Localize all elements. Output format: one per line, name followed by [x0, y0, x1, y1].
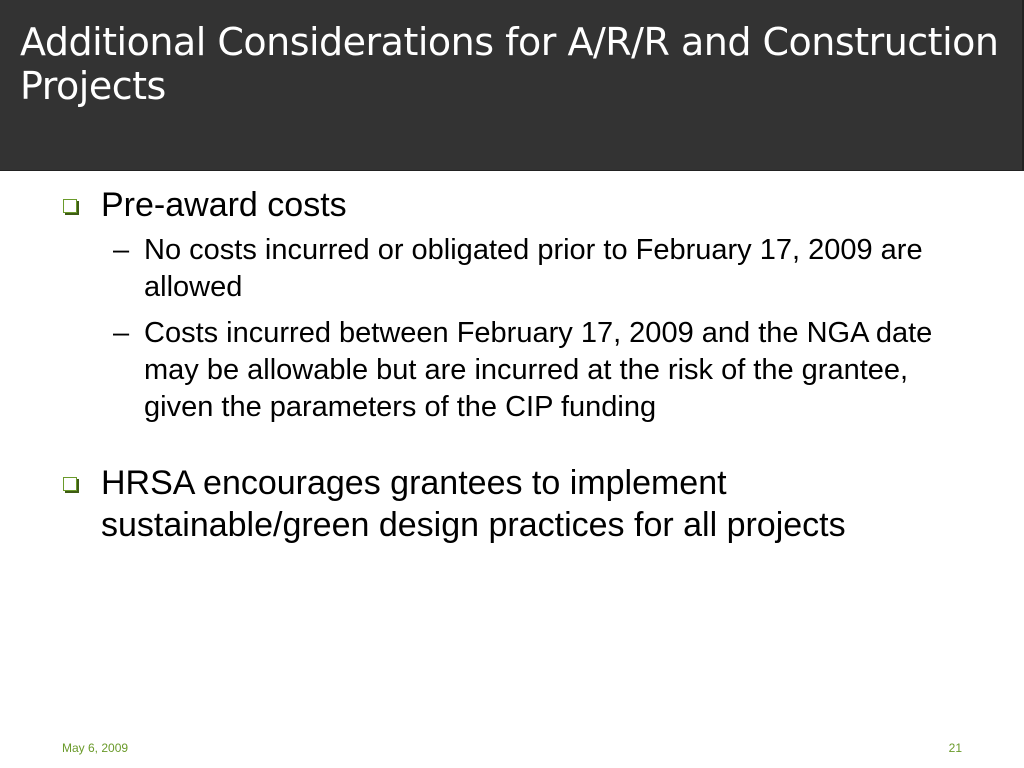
page-number: 21: [948, 741, 962, 755]
sub-bullet-list: [60, 232, 970, 426]
bullet-hrsa-green-design: [60, 462, 970, 546]
sub-bullet-costs-incurred: [60, 315, 970, 426]
dash-icon: –: [113, 317, 130, 349]
slide-content: [60, 184, 970, 546]
bullet-text: HRSA encourages grantees to implement sustainable/green design practices for all projects: [101, 464, 846, 544]
square-bullet-icon: [63, 199, 77, 213]
sub-bullet-no-costs: [60, 232, 970, 306]
sub-bullet-text: No costs incurred or obligated prior to February 17, 2009 are allowed: [144, 234, 923, 303]
footer-date: May 6, 2009: [62, 741, 129, 755]
title-bar: [0, 0, 1024, 171]
sub-bullet-text: Costs incurred between February 17, 2009 and the NGA date may be allowable but are incurred at the risk of the grantee, given the parameters of the CIP funding: [144, 317, 933, 423]
bullet-text: Pre-award costs: [101, 186, 347, 224]
square-bullet-icon: [63, 477, 77, 491]
dash-icon: –: [113, 234, 130, 266]
bullet-pre-award-costs: [60, 184, 970, 226]
slide-title: Additional Considerations for A/R/R and Construction Projects: [20, 20, 999, 108]
